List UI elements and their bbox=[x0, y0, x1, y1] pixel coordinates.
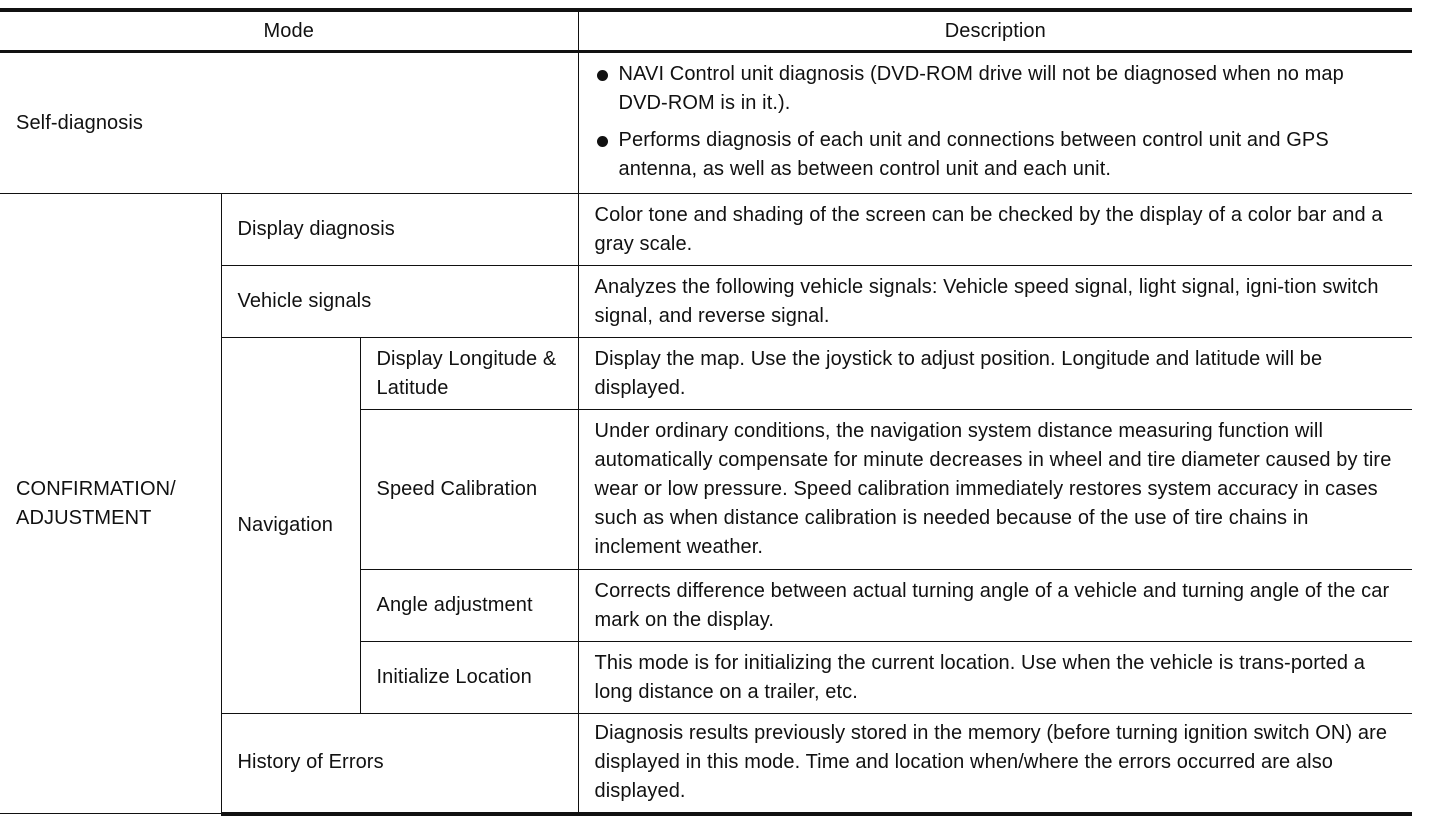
mode-initialize-location: Initialize Location bbox=[360, 642, 578, 714]
mode-description-table bbox=[0, 8, 1412, 816]
description-display-longitude-latitude: Display the map. Use the joystick to adjust position. Longitude and latitude will be displayed. bbox=[578, 338, 1412, 410]
description-angle-adjustment: Corrects difference between actual turning angle of a vehicle and turning angle of the car mark on the display. bbox=[578, 570, 1412, 642]
header-mode: Mode bbox=[0, 10, 578, 52]
mode-display-longitude-latitude: Display Longitude & Latitude bbox=[360, 338, 578, 410]
description-vehicle-signals: Analyzes the following vehicle signals: Vehicle speed signal, light signal, igni-tion switch signal, and reverse signal. bbox=[578, 266, 1412, 338]
description-history-of-errors: Diagnosis results previously stored in the memory (before turning ignition switch ON) are displayed in this mode. Time and location when/where the errors occurred are also displayed. bbox=[578, 714, 1412, 814]
table-row-self-diagnosis bbox=[0, 52, 1412, 194]
mode-display-diagnosis: Display diagnosis bbox=[221, 194, 578, 266]
bullet-list bbox=[595, 60, 1397, 184]
mode-history-of-errors: History of Errors bbox=[221, 714, 578, 814]
mode-vehicle-signals: Vehicle signals bbox=[221, 266, 578, 338]
mode-navigation: Navigation bbox=[221, 338, 360, 714]
mode-speed-calibration: Speed Calibration bbox=[360, 410, 578, 570]
description-speed-calibration: Under ordinary conditions, the navigation system distance measuring function will automatically compensate for minute decreases in wheel and tire diameter caused by tire wear or low pressure. Speed calibration immediately restores system accuracy in cases such as when distance calibration is needed because of the use of tire chains in inclement weather. bbox=[578, 410, 1412, 570]
header-description: Description bbox=[578, 10, 1412, 52]
mode-angle-adjustment: Angle adjustment bbox=[360, 570, 578, 642]
bullet-icon bbox=[597, 136, 608, 147]
bullet-text: NAVI Control unit diagnosis (DVD-ROM drive will not be diagnosed when no map DVD-ROM is in it.). bbox=[618, 63, 1344, 114]
list-item bbox=[595, 126, 1397, 184]
table-header-row bbox=[0, 10, 1412, 52]
mode-self-diagnosis: Self-diagnosis bbox=[0, 52, 578, 194]
mode-confirmation-adjustment: CONFIRMATION/ ADJUSTMENT bbox=[0, 194, 221, 814]
bullet-icon bbox=[597, 70, 608, 81]
description-display-diagnosis: Color tone and shading of the screen can be checked by the display of a color bar and a gray scale. bbox=[578, 194, 1412, 266]
description-self-diagnosis bbox=[578, 52, 1412, 194]
bullet-text: Performs diagnosis of each unit and connections between control unit and GPS antenna, as well as between control unit and each unit. bbox=[618, 129, 1329, 180]
description-initialize-location: This mode is for initializing the current location. Use when the vehicle is trans-ported a long distance on a trailer, etc. bbox=[578, 642, 1412, 714]
list-item bbox=[595, 60, 1397, 118]
table-row-display-diagnosis bbox=[0, 194, 1412, 266]
